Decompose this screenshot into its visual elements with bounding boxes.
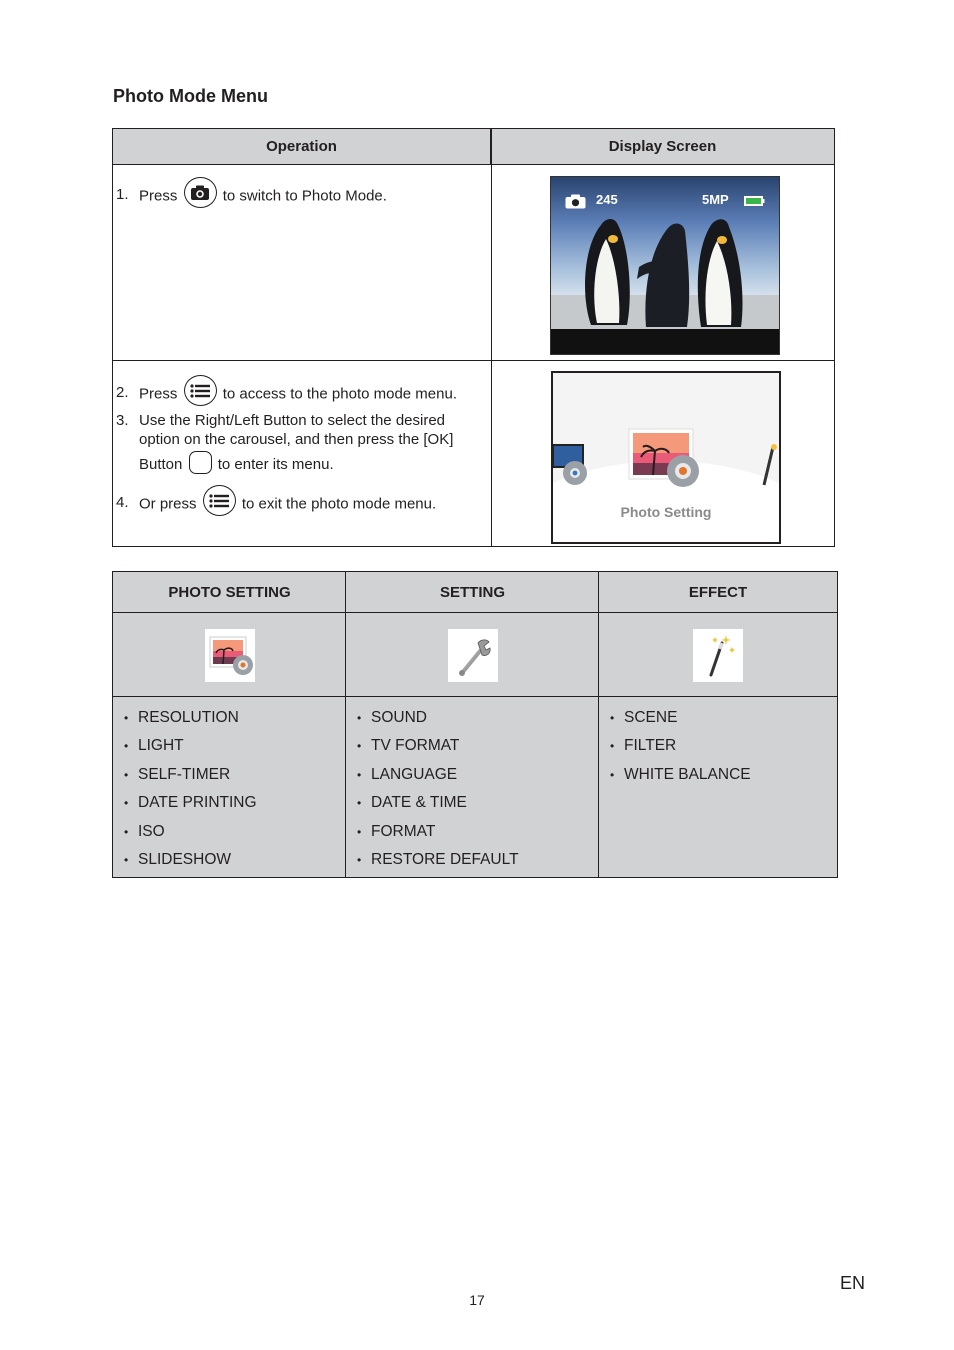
step-text: to enter its menu. <box>217 456 334 473</box>
column-header: SETTING <box>346 572 599 613</box>
photo-setting-list <box>113 709 257 879</box>
step-text: Button <box>139 456 183 473</box>
effect-column <box>598 572 837 877</box>
photo-setting-icon <box>627 427 705 493</box>
column-divider <box>491 129 492 546</box>
list-item: • LANGUAGE <box>346 766 519 794</box>
step-number: 3. <box>116 412 129 429</box>
column-icon-cell <box>346 613 599 697</box>
list-item: • DATE & TIME <box>346 794 519 822</box>
list-item: • LIGHT <box>113 737 257 765</box>
list-item: • SELF-TIMER <box>113 766 257 794</box>
step-text: to exit the photo mode menu. <box>241 495 437 513</box>
column-icon-cell <box>113 613 346 697</box>
list-item: • RESOLUTION <box>113 709 257 737</box>
step-text: to access to the photo mode menu. <box>222 385 457 403</box>
list-item: • SOUND <box>346 709 519 737</box>
photo-setting-menu-screen <box>551 371 781 544</box>
page-number: 17 <box>469 1292 485 1308</box>
playback-settings-icon <box>553 443 591 489</box>
page-title: Photo Mode Menu <box>113 86 268 106</box>
step-text: Use the Right/Left Button to select the desired <box>139 412 446 429</box>
photo-setting-icon <box>205 629 255 682</box>
step-number: 4. <box>116 494 129 511</box>
display-screen-header: Display Screen <box>491 129 834 165</box>
column-header: PHOTO SETTING <box>113 572 346 613</box>
list-item: • FILTER <box>599 737 751 765</box>
operation-header: Operation <box>113 129 491 165</box>
operation-table <box>112 128 835 547</box>
list-item: • TV FORMAT <box>346 737 519 765</box>
column-header: EFFECT <box>599 572 837 613</box>
list-item: • FORMAT <box>346 823 519 851</box>
magic-wand-icon <box>693 629 743 682</box>
setting-column <box>345 572 599 877</box>
settings-table <box>112 571 838 878</box>
menu-button-icon <box>203 485 236 516</box>
magic-wand-icon <box>759 443 779 487</box>
photo-mode-screen <box>550 176 780 355</box>
list-item: • ISO <box>113 823 257 851</box>
effect-list <box>599 709 751 794</box>
shots-remaining: 245 <box>596 192 618 207</box>
list-item: • SLIDESHOW <box>113 851 257 879</box>
step-text: Or press <box>139 495 197 513</box>
list-item: • RESTORE DEFAULT <box>346 851 519 879</box>
carousel-caption: Photo Setting <box>620 504 712 520</box>
wrench-icon <box>448 629 498 682</box>
battery-icon <box>744 196 765 206</box>
column-icon-cell <box>599 613 837 697</box>
list-item: • SCENE <box>599 709 751 737</box>
setting-list <box>346 709 519 879</box>
list-item: • DATE PRINTING <box>113 794 257 822</box>
list-item: • WHITE BALANCE <box>599 766 751 794</box>
ok-button-icon <box>189 451 212 474</box>
row-divider <box>113 360 834 361</box>
language-label: EN <box>840 1273 866 1293</box>
resolution-indicator: 5MP <box>702 192 729 207</box>
photo-setting-column <box>113 572 346 877</box>
step-text: option on the carousel, and then press the [OK] <box>139 431 454 448</box>
step-number: 2. <box>116 384 129 401</box>
camera-icon <box>565 194 586 209</box>
step-text: Press <box>139 385 178 403</box>
menu-button-icon <box>184 375 217 406</box>
step-text: Press <box>139 187 178 205</box>
camera-button-icon <box>184 177 217 208</box>
step-number: 1. <box>116 186 129 203</box>
step-text: to switch to Photo Mode. <box>222 187 387 205</box>
